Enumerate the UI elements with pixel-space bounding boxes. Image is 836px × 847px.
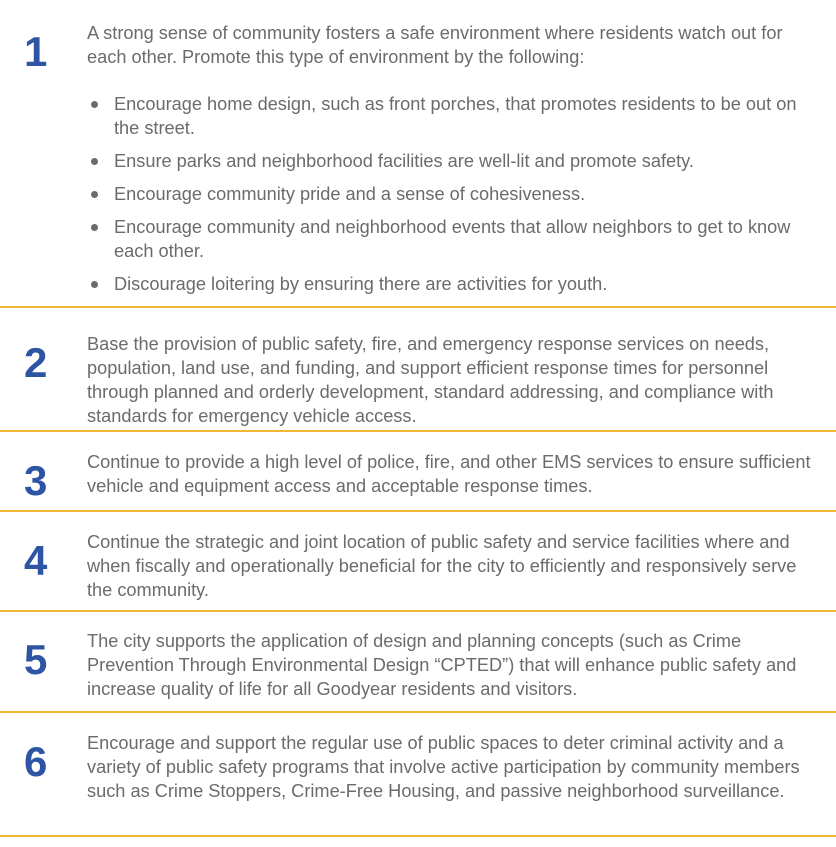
bullet-list <box>87 92 822 296</box>
policy-row-5 <box>0 612 836 713</box>
policy-body <box>87 450 836 498</box>
policy-body <box>87 21 836 296</box>
policy-text: Base the provision of public safety, fire, and emergency response services on needs, population, land use, and funding, and support efficient response times for personnel through planned and orderly development, standard addressing, and compliance with standards for emergency vehicle access. <box>87 334 774 426</box>
policy-number: 4 <box>24 537 48 584</box>
policy-text: A strong sense of community fosters a safe environment where residents watch out for each other. Promote this type of environment by the following: <box>87 23 783 67</box>
bullet-item <box>87 272 822 296</box>
bullet-item <box>87 92 822 140</box>
policy-row-2 <box>0 308 836 432</box>
policy-number: 3 <box>24 457 48 504</box>
policy-body <box>87 629 836 701</box>
bullet-text: Encourage home design, such as front porches, that promotes residents to be out on the street. <box>114 94 797 138</box>
policy-row-4 <box>0 512 836 612</box>
bullet-icon <box>91 101 98 108</box>
policy-row-3 <box>0 432 836 512</box>
policy-text: Encourage and support the regular use of public spaces to deter criminal activity and a variety of public safety programs that involve active participation by community members such as Crime Stoppers, Crime-Free Housing, and passive neighborhood surveillance. <box>87 733 800 801</box>
policy-text: Continue the strategic and joint location of public safety and service facilities where and when fiscally and operationally beneficial for the city to efficiently and responsively serve the community. <box>87 532 797 600</box>
bullet-item <box>87 215 822 263</box>
policy-row-6 <box>0 713 836 837</box>
bullet-text: Discourage loitering by ensuring there are activities for youth. <box>114 274 608 294</box>
policy-number: 2 <box>24 339 48 386</box>
bullet-icon <box>91 158 98 165</box>
bullet-item <box>87 182 822 206</box>
policy-number: 6 <box>24 738 48 785</box>
bullet-text: Ensure parks and neighborhood facilities are well-lit and promote safety. <box>114 151 694 171</box>
bullet-icon <box>91 191 98 198</box>
bullet-text: Encourage community and neighborhood events that allow neighbors to get to know each other. <box>114 217 791 261</box>
bullet-icon <box>91 224 98 231</box>
policy-text: The city supports the application of design and planning concepts (such as Crime Prevention Through Environmental Design “CPTED”) that will enhance public safety and increase quality of life for all Goodyear residents and visitors. <box>87 631 797 699</box>
policy-body <box>87 731 836 803</box>
policy-body <box>87 332 836 428</box>
policy-body <box>87 530 836 602</box>
policy-number: 5 <box>24 636 48 683</box>
bullet-icon <box>91 281 98 288</box>
policy-row-1 <box>0 0 836 308</box>
bullet-text: Encourage community pride and a sense of cohesiveness. <box>114 184 586 204</box>
policy-text: Continue to provide a high level of police, fire, and other EMS services to ensure sufficient vehicle and equipment access and acceptable response times. <box>87 452 811 496</box>
bullet-item <box>87 149 822 173</box>
policy-number: 1 <box>24 28 48 75</box>
